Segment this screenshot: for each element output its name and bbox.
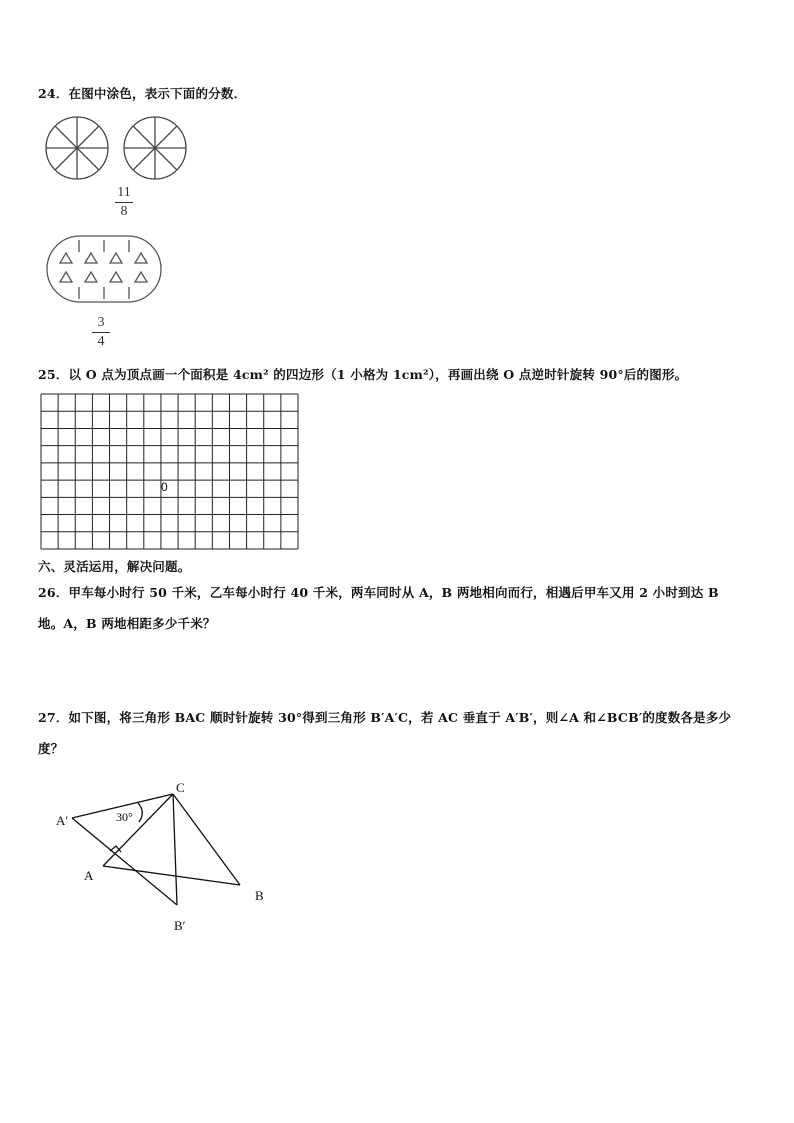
section-6-heading: 六、灵活运用，解决问题。 [38,559,191,574]
fraction-denominator: 4 [97,334,105,349]
segment-c-b [173,794,240,885]
q26-line1: 26．甲车每小时行 50 千米，乙车每小时行 40 千米，两车同时从 A，B 两地相向而行，相遇后甲车又用 2 小时到达 B [38,585,719,600]
segment-a-prime-b-prime [72,818,177,905]
q26-line2: 地。A，B 两地相距多少千米？ [38,616,216,631]
label-angle-30: 30° [116,810,133,824]
fraction-denominator: 8 [120,204,128,219]
label-a-prime: A′ [56,813,69,828]
fraction-numerator: 11 [117,185,131,200]
q25-text: 25．以 O 点为顶点画一个面积是 4cm² 的四边形（1 小格为 1cm²），再画出绕 O 点逆时针旋转 90°后的图形。 [38,367,688,382]
segment-c-b-prime [173,794,177,905]
point-o-label: 0 [161,480,168,494]
q27-line2: 度？ [38,741,64,756]
q27-line1: 27．如下图，将三角形 BAC 顺时针旋转 30°得到三角形 B′A′C，若 AC 垂直于 A′B′，则∠A 和∠BCB′的度数各是多少 [38,710,732,725]
label-c: C [176,780,185,795]
fraction-numerator: 3 [97,315,105,330]
angle-arc [138,803,142,822]
label-b: B [255,888,264,903]
segment-a-b [103,866,240,885]
segment-a-c [103,794,173,866]
q24-text: 24．在图中涂色，表示下面的分数． [38,86,247,101]
label-b-prime: B′ [174,918,186,933]
label-a: A [84,868,94,883]
